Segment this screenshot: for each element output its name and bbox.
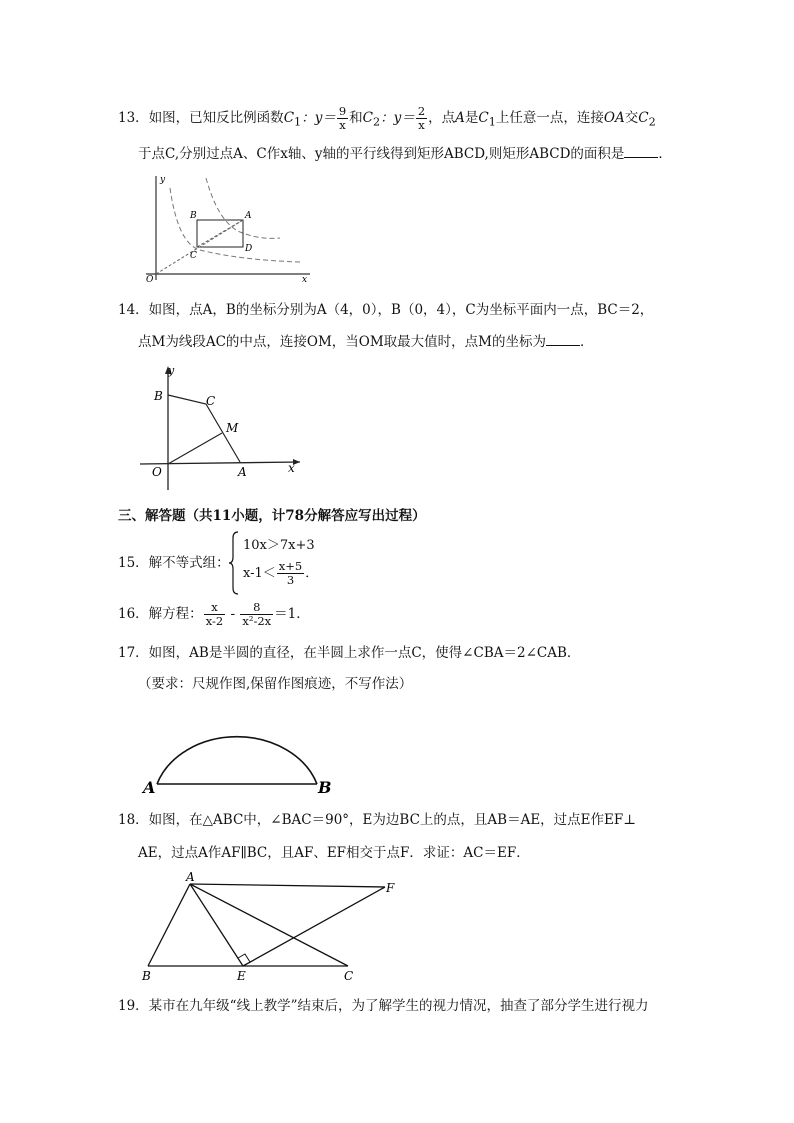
label-y: y — [168, 364, 175, 377]
label-a: A — [186, 870, 195, 884]
q16-line: 16．解方程： $\frac{x}{x-2}$ - $\frac{8}{\text{x²-2x}}$ ＝1． — [118, 600, 310, 628]
q13-figure — [140, 172, 315, 285]
label-c: C — [344, 969, 354, 983]
fraction-9-over-x: $\frac{9}{x}$ — [338, 104, 347, 132]
x-axis — [140, 462, 300, 464]
q13-line1: 13．如图，已知反比例函数$C_1$：y＝ $\frac{9}{x}$ 和$C_2$：y＝ $\frac{2}{x}$ ，点A是$C_1$上任意一点，连接OA交$C_2$ — [118, 104, 656, 132]
label-x: x — [302, 275, 308, 285]
fraction-x5-over-3: $\frac{x+5}{3}$ — [278, 559, 303, 587]
label-f: F — [386, 881, 395, 895]
inequality-row2: x-1＜ $\frac{x+5}{3}$ ． — [243, 559, 319, 587]
label-x: x — [288, 461, 295, 475]
left-brace — [228, 530, 240, 596]
segment-af — [190, 884, 385, 887]
q17-line1: 17．如图，AB是半圆的直径，在半圆上求作一点C，使得∠CBA＝2∠CAB． — [118, 645, 581, 661]
segment-ef — [243, 887, 385, 966]
diagonal-ca — [197, 220, 243, 247]
q14-figure — [140, 358, 310, 493]
label-b: B — [318, 778, 332, 797]
label-o: O — [146, 275, 154, 285]
label-c: C — [190, 251, 197, 261]
fraction-x-over-x-2: $\frac{x}{x-2}$ — [205, 600, 224, 628]
answer-blank[interactable] — [624, 145, 658, 158]
label-e: E — [237, 969, 246, 983]
q18-line1: 18．如图，在△ABC中，∠BAC＝90°，E为边BC上的点，且AB＝AE，过点E作EF⊥ — [118, 812, 636, 828]
q17-figure — [140, 708, 335, 800]
semicircle-arc — [157, 737, 317, 784]
q19-line1: 19．某市在九年级“线上教学”结束后，为了解学生的视力情况，抽查了部分学生进行视力 — [118, 998, 649, 1014]
inequality-row1: 10x＞7x+3 — [243, 538, 315, 553]
segment-ae — [190, 884, 243, 966]
label-d: D — [245, 244, 253, 254]
label-a: A — [245, 211, 252, 221]
q14-line1: 14．如图，点A，B的坐标分别为A（4，0），B（0，4），C为坐标平面内一点，BC＝2， — [118, 302, 654, 318]
fraction-2-over-x: $\frac{2}{x}$ — [417, 104, 426, 132]
fraction-8-over-x2-2x: $\frac{8}{\text{x²-2x}}$ — [242, 600, 272, 628]
segment-ac — [190, 884, 348, 966]
label-b: B — [154, 389, 163, 403]
section-heading: 三、解答题（共11小题，计78分解答应写出过程） — [118, 508, 426, 524]
q14-line2: 点M为线段AC的中点，连接OM，当OM取最大值时，点M的坐标为 ． — [138, 334, 594, 350]
label-m: M — [226, 421, 239, 435]
label-c: C — [206, 394, 216, 408]
label-y: y — [160, 175, 166, 185]
answer-blank[interactable] — [546, 333, 580, 346]
label-b: B — [190, 211, 197, 221]
label-a: A — [143, 778, 156, 797]
q18-line2: AE，过点A作AF∥BC，且AF、EF相交于点F．求证：AC＝EF． — [138, 845, 530, 861]
label-a: A — [238, 465, 247, 479]
segment-ab — [148, 884, 190, 966]
q15-prefix: 15．解不等式组： — [118, 555, 230, 571]
q13-line2: 于点C,分别过点A、C作x轴、y轴的平行线得到矩形ABCD,则矩形ABCD的面积是 ． — [138, 146, 672, 162]
label-b: B — [142, 969, 151, 983]
segment-om — [168, 433, 222, 464]
q17-line2: （要求：尺规作图,保留作图痕迹，不写作法） — [138, 676, 413, 692]
label-o: O — [152, 465, 162, 479]
q18-figure — [140, 870, 405, 990]
